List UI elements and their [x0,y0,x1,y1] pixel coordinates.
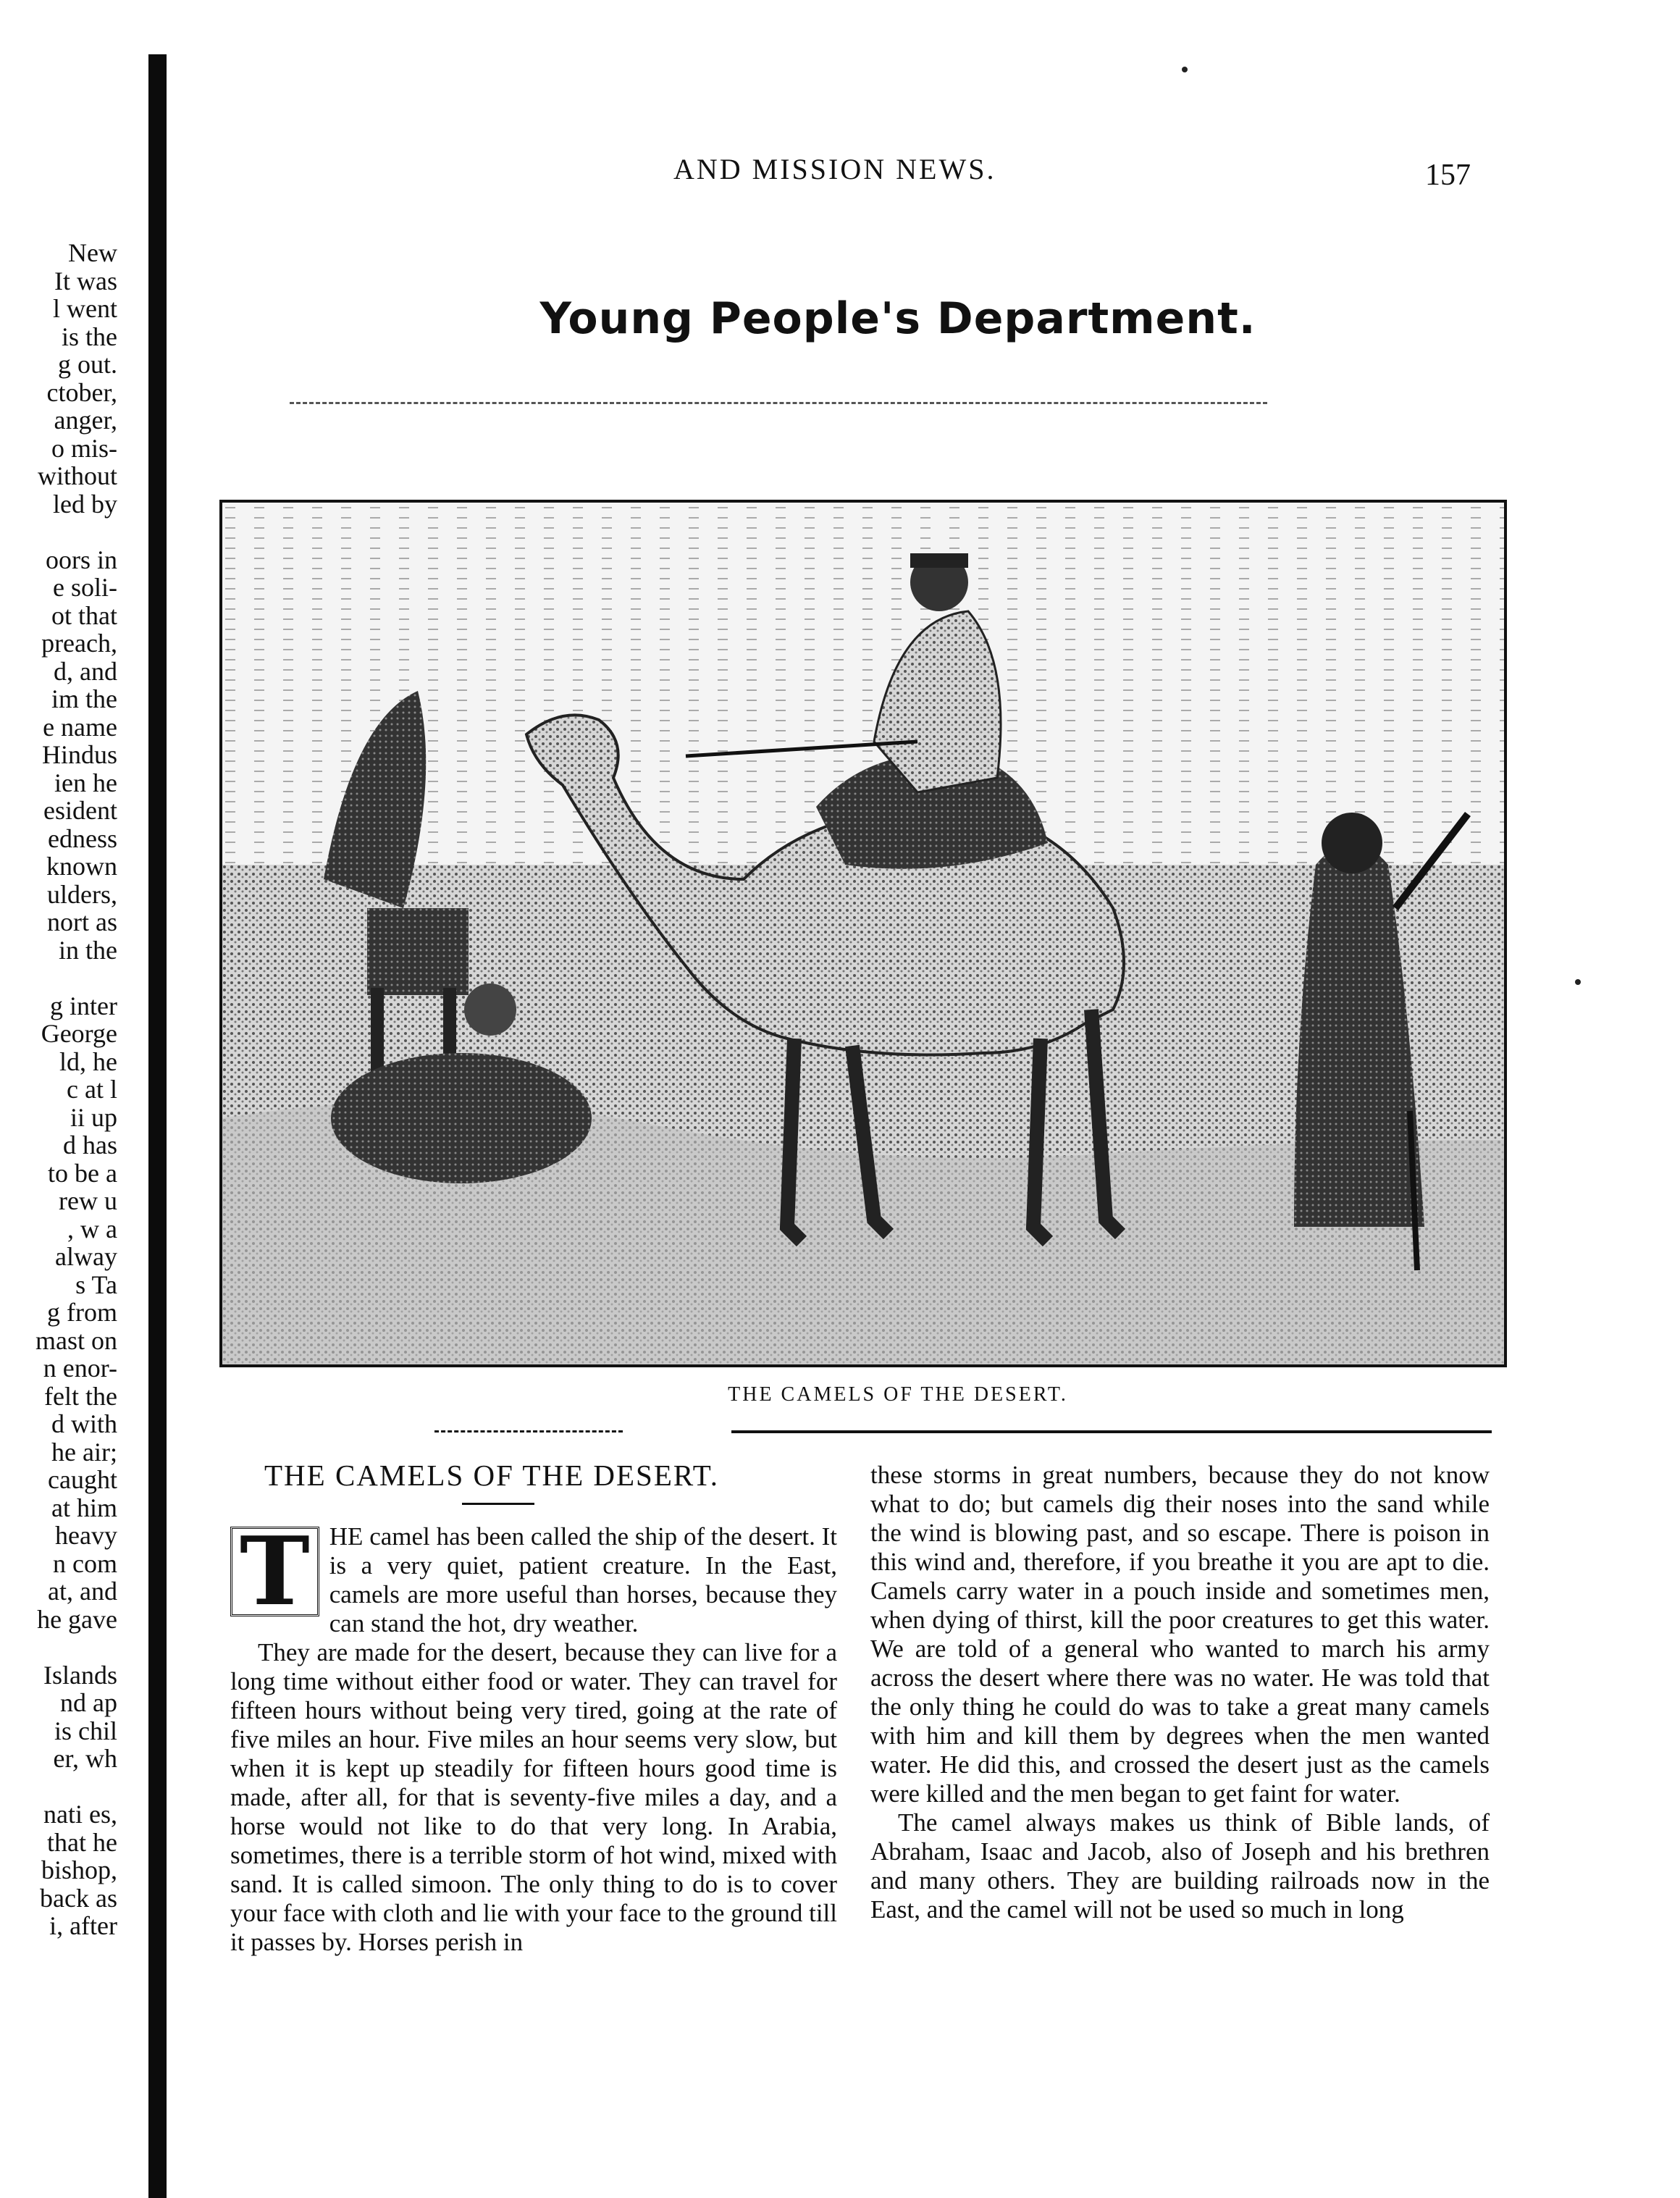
margin-fragment: , w a [67,1214,117,1243]
dashed-rule [290,402,1267,404]
margin-fragment: without [37,461,117,490]
margin-fragment: New [68,239,117,267]
title-rule [462,1503,534,1505]
margin-fragment: nort as [47,907,117,936]
margin-fragment: ot that [51,600,117,630]
margin-fragment: d, and [54,656,117,686]
margin-fragment: o mis- [51,433,117,463]
margin-fragment: ctober, [46,377,117,407]
article-title: THE CAMELS OF THE DESERT. [264,1459,720,1492]
margin-fragment: ld, he [59,1046,117,1076]
margin-fragment: ii up [70,1102,117,1132]
article-paragraph: The camel always makes us think of Bible lands, of Abraham, Isaac and Jacob, also of Joseph and his brethren and many others. They are building railroads now in the East, and the camel will not be used so much in long [870,1808,1490,1924]
margin-fragment: Hindus [41,740,117,769]
margin-fragment: e soli- [53,573,117,602]
margin-fragment: caught [48,1465,117,1494]
caption-rule [731,1430,1492,1433]
margin-fragment: n com [53,1548,117,1578]
margin-fragment: anger, [54,406,117,435]
margin-fragment: he gave [37,1604,117,1634]
margin-fragment: c at l [67,1075,117,1104]
margin-fragment: im the [51,684,117,713]
margin-fragment: is chil [54,1716,117,1745]
print-speck [1182,67,1188,72]
margin-fragment: ien he [54,768,117,797]
margin-fragment: s Ta [75,1270,117,1299]
margin-fragment: g inter [50,991,117,1020]
margin-fragment: is the [62,322,117,351]
margin-fragment: ulders, [47,879,117,909]
margin-fragment: in the [59,935,117,965]
margin-fragment: er, wh [53,1744,117,1773]
article-paragraph [230,1516,837,1638]
department-title: Young People's Department. [539,293,1256,344]
margin-fragment: heavy [55,1521,117,1550]
figure-caption: THE CAMELS OF THE DESERT. [728,1383,1068,1406]
margin-fragment: g out. [57,350,117,379]
margin-fragment: felt the [44,1381,117,1411]
margin-fragment: mast on [35,1325,117,1355]
camel-illustration [219,500,1507,1367]
margin-fragment: e name [43,712,117,742]
binding-gutter [148,54,167,2198]
margin-fragment: g from [47,1298,117,1327]
margin-fragment: preach, [41,629,117,658]
margin-fragment: back as [40,1883,117,1913]
margin-fragment [0,1773,117,1801]
margin-fragment: known [46,852,117,881]
margin-fragment: l went [53,294,117,323]
margin-fragment [0,518,117,546]
margin-fragment: to be a [48,1158,117,1188]
camel-engraving [222,503,1504,1364]
article-right-column [870,1461,1490,1924]
margin-fragment: esident [43,796,117,825]
margin-fragment: n enor- [43,1354,117,1383]
margin-fragment: It was [54,266,117,295]
margin-fragment: nati es, [43,1800,117,1829]
margin-fragment: that he [47,1827,117,1857]
margin-fragment: led by [53,489,117,519]
margin-fragment: at him [51,1493,117,1522]
margin-fragment: oors in [46,545,117,574]
margin-fragment: bishop, [41,1855,117,1884]
margin-fragment: d with [51,1409,117,1438]
margin-fragment: he air; [51,1437,117,1467]
margin-fragment [0,964,117,992]
caption-rule-left [434,1430,623,1433]
drop-cap: T [230,1527,319,1616]
margin-fragment: edness [48,823,117,853]
margin-fragment: rew u [59,1186,117,1215]
margin-fragment: alway [55,1242,117,1271]
margin-fragment: i, after [49,1911,117,1940]
margin-fragment: at, and [48,1577,117,1606]
margin-fragment: nd ap [60,1688,117,1717]
margin-fragment: d has [63,1131,117,1159]
article-paragraph: They are made for the desert, because they can live for a long time without either food or water. They can travel for fifteen hours without being very tired, going at the rate of five miles an hour. Five miles an hour seems very slow, but when it is kept up steadily for fifteen hours good time is made, after all, for that is seventy-five miles a day, and a horse would not like to do that very long. In Arabia, sometimes, there is a terrible storm of hot wind, mixed with sand. It is called simoon. The only thing to do is to cover your face with cloth and lie with your face to the ground till it passes by. Horses perish in [230,1638,837,1956]
print-speck [1575,979,1581,985]
paragraph-text: HE camel has been called the ship of the desert. It is a very quiet, patient creature. In the East, camels are more useful than horses, because they can stand the hot, dry weather. [329,1522,837,1637]
margin-fragment: George [41,1019,117,1048]
page-number: 157 [1425,159,1471,192]
adjacent-page-fragments [0,239,117,1940]
article-left-column [230,1516,837,1957]
margin-fragment: Islands [43,1660,117,1690]
article-paragraph: these storms in great numbers, because they do not know what to do; but camels dig their noses into the sand while the wind is blowing past, and so escape. There is poison in this wind and, therefore, if you breathe it you are apt to die. Camels carry water in a pouch inside and sometimes men, when dying of thirst, kill the poor creatures to get this water. We are told of a general who wanted to march his army across the desert where there was no water. He was told that the only thing he could do was to take a great many camels with him and kill them by degrees when the men wanted water. He did this, and crossed the desert just as the camels were killed and the men began to get faint for water. [870,1461,1490,1808]
margin-fragment [0,1633,117,1661]
running-head: AND MISSION NEWS. [673,153,996,185]
